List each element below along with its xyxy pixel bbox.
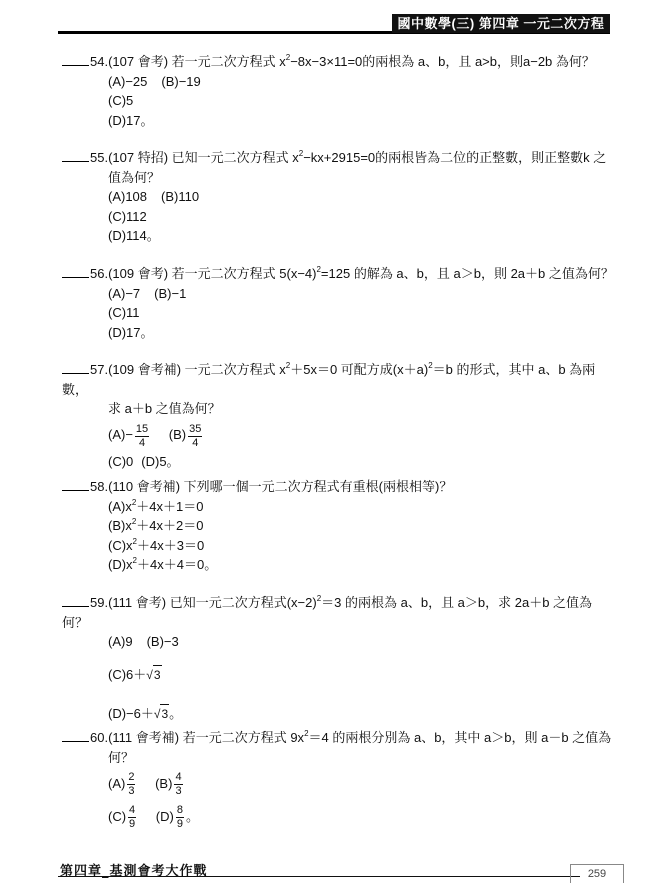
question-stem: 54.(107 會考) 若一元二次方程式 $x^2-8x-3\times 11=0$的兩根為 a、b，且 a>b，則a−2b 為何？ bbox=[90, 53, 595, 69]
question-stem: 56.(109 會考) 若一元二次方程式 $5(x-4)^2=125$ 的解為 a、b，且 a＞b，則 2a＋b 之值為何？ bbox=[90, 265, 614, 281]
option-b: (B)−19 bbox=[161, 73, 201, 89]
option-d: (D)17。 bbox=[108, 112, 154, 128]
fraction: $\frac{8}{9}$ bbox=[176, 804, 183, 830]
question-stem: 55.(107 特招) 已知一元二次方程式 $x^2-kx+2915=0$的兩根皆為二位的正整數，則正整數k 之 bbox=[90, 149, 607, 165]
option-b: (B) $\frac{35}{4}$ bbox=[168, 422, 202, 449]
option-d: (D)−6＋√3。 bbox=[62, 704, 614, 725]
option-b: (B) $\frac{4}{3}$ bbox=[155, 771, 182, 797]
option-a: (A)108 bbox=[108, 189, 148, 204]
answer-blank[interactable] bbox=[62, 729, 89, 742]
question-57 bbox=[62, 360, 614, 471]
sqrt-symbol: √3 bbox=[154, 704, 169, 725]
option-c: (C) $\frac{4}{9}$ bbox=[108, 804, 136, 830]
option-b: $(B)x^2+4x+2=0$ bbox=[108, 517, 204, 533]
page-header bbox=[58, 16, 610, 50]
option-d: $(D)x^2+4x+4=0$。 bbox=[108, 556, 218, 572]
option-c: $(C)x^2+4x+3=0$ bbox=[108, 536, 205, 553]
option-a: (A)9 bbox=[108, 634, 133, 649]
option-a: (A) $\frac{2}{3}$ bbox=[108, 771, 135, 797]
question-stem: 58.(110 會考補) 下列哪一個一元二次方程式有重根(兩根相等)？ bbox=[90, 479, 453, 494]
option-a: $(A)x^2+4x+1=0$ bbox=[108, 497, 204, 514]
option-d: (D)17。 bbox=[108, 324, 154, 340]
question-stem: 57.(109 會考補) 一元二次方程式 $x^2+5x=0$ 可配方成$(x+a)^2=b$ 的形式，其中 a、b 為兩數， bbox=[62, 361, 596, 397]
answer-blank[interactable] bbox=[62, 361, 89, 374]
question-stem-cont: 求 a＋b 之值為何？ bbox=[108, 401, 221, 416]
options-row bbox=[62, 72, 614, 92]
options-row bbox=[62, 423, 614, 450]
footer-divider bbox=[58, 876, 580, 877]
page-number: 259 bbox=[570, 864, 624, 883]
option-b: (B)−3 bbox=[146, 634, 179, 649]
options-row bbox=[62, 804, 614, 831]
question-55 bbox=[62, 148, 614, 246]
options-row bbox=[62, 187, 614, 207]
options-row bbox=[62, 284, 614, 304]
fraction: $\frac{35}{4}$ bbox=[189, 422, 202, 449]
option-d: (D)114。 bbox=[108, 228, 160, 243]
option-a: (A)− $\frac{15}{4}$ bbox=[108, 422, 149, 449]
options-row bbox=[62, 771, 614, 798]
question-stem-cont: 值為何？ bbox=[108, 169, 161, 185]
options-row bbox=[62, 452, 614, 472]
question-56 bbox=[62, 264, 614, 342]
option-a: (A)−25 bbox=[108, 73, 148, 89]
sqrt-symbol: √3 bbox=[146, 665, 161, 686]
question-stem: 59.(111 會考) 已知一元二次方程式$(x-2)^2=3$ 的兩根為 a、b，且 a＞b，求 2a＋b 之值為何？ bbox=[62, 594, 593, 630]
answer-blank[interactable] bbox=[62, 265, 89, 278]
answer-blank[interactable] bbox=[62, 478, 89, 491]
option-c: (C)0 bbox=[108, 453, 134, 469]
option-c: (C)11 bbox=[108, 305, 140, 320]
answer-blank[interactable] bbox=[62, 594, 89, 607]
question-59 bbox=[62, 593, 614, 725]
option-b: (B)110 bbox=[161, 189, 200, 204]
option-b: (B)−1 bbox=[154, 285, 187, 301]
answer-blank[interactable] bbox=[62, 53, 89, 66]
question-58 bbox=[62, 477, 614, 575]
question-60 bbox=[62, 728, 614, 831]
question-stem: 60.(111 會考補) 若一元二次方程式 $9x^2=4$ 的兩根分別為 a、b，其中 a＞b，則 a－b 之值為 bbox=[90, 729, 612, 745]
chapter-title: 國中數學(三) 第四章 一元二次方程式 bbox=[392, 14, 610, 33]
answer-blank[interactable] bbox=[62, 149, 89, 162]
option-c: (C)5 bbox=[108, 93, 134, 108]
option-c: (C)112 bbox=[108, 208, 147, 224]
option-d: (D) $\frac{8}{9}$ 。 bbox=[155, 804, 199, 830]
option-c: (C)6＋√3 bbox=[62, 665, 614, 686]
question-54 bbox=[62, 52, 614, 130]
option-a: (A)−7 bbox=[108, 285, 141, 301]
option-d: (D)5。 bbox=[141, 453, 180, 469]
fraction: $\frac{2}{3}$ bbox=[128, 771, 135, 797]
fraction: $\frac{4}{9}$ bbox=[129, 804, 136, 830]
fraction: $\frac{15}{4}$ bbox=[135, 422, 149, 449]
footer-chapter-title: 第四章_基測會考大作戰 bbox=[60, 864, 208, 879]
question-stem-cont: 何？ bbox=[108, 749, 135, 765]
options-row bbox=[62, 632, 614, 652]
fraction: $\frac{4}{3}$ bbox=[175, 771, 182, 797]
